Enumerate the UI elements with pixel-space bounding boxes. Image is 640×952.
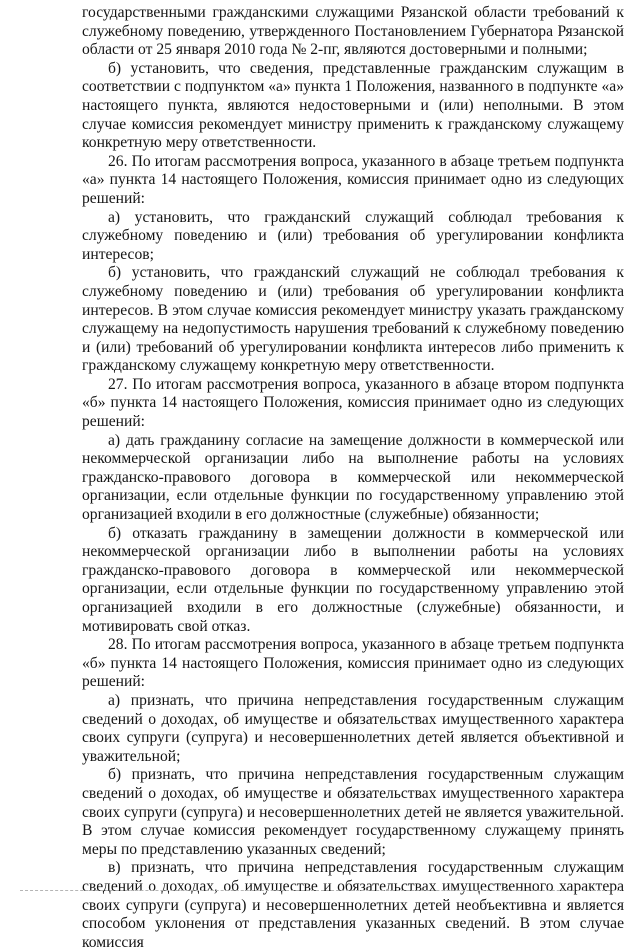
paragraph-26b: б) установить, что гражданский служащий не соблюдал требования к служебному поведению и (или) требования об урегулировании конфликта интересов. В этом случае комиссия рекомендует министру указать гражданскому служащему на недопустимость нарушения требований к служебному поведению и (или) требований об урегулировании конфликта интересов либо применить к гражданскому служащему конкретную меру ответственности.	[82, 264, 624, 375]
paragraph-25b: б) установить, что сведения, представленные гражданским служащим в соответствии с подпунктом «а» пункта 1 Положения, названного в подпункте «а» настоящего пункта, являются недостоверными и (или) неполными. В этом случае комиссия рекомендует министру применить к гражданскому служащему конкретную меру ответственности.	[82, 59, 624, 152]
document-page	[82, 4, 624, 952]
scan-edge-divider	[20, 890, 620, 891]
paragraph-28b: б) признать, что причина непредставления государственным служащим сведений о доходах, об имуществе и обязательствах имущественного характера своих супруги (супруга) и несовершеннолетних детей не является уважительной. В этом случае комиссия рекомендует государственному служащему принять меры по представлению указанных сведений;	[82, 766, 624, 858]
paragraph-26a: а) установить, что гражданский служащий соблюдал требования к служебному поведению и (или) требования об урегулировании конфликта интересов;	[82, 208, 624, 263]
paragraph-28v: в) признать, что причина непредставления государственным служащим сведений о доходах, об имуществе и обязательствах имущественного характера своих супруги (супруга) и несовершеннолетних детей необъективна и является способом уклонения от представления указанных сведений. В этом случае комиссия	[82, 859, 624, 951]
paragraph-27a: а) дать гражданину согласие на замещение должности в коммерческой или некоммерческой организации либо на выполнение работы на условиях гражданско-правового договора в коммерческой или некоммерческой организации, если отдельные функции по государственному управлению этой организацией входили в его должностные (служебные) обязанности;	[82, 431, 624, 524]
paragraph-26: 26. По итогам рассмотрения вопроса, указанного в абзаце третьем подпункта «а» пункта 14 настоящего Положения, комиссия принимает одно из следующих решений:	[82, 152, 624, 207]
paragraph-27b: б) отказать гражданину в замещении должности в коммерческой или некоммерческой организации либо в выполнении работы на условиях гражданско-правового договора в коммерческой или некоммерческой организации, если отдельные функции по государственному управлению этой организацией входили в его должностные (служебные) обязанности, и мотивировать свой отказ.	[82, 524, 624, 635]
paragraph-continuation: государственными гражданскими служащими Рязанской области требований к служебному поведению, утвержденного Постановлением Губернатора Рязанской области от 25 января 2010 года № 2-пг, являются достоверными и полными;	[82, 4, 624, 59]
paragraph-27: 27. По итогам рассмотрения вопроса, указанного в абзаце втором подпункта «б» пункта 14 настоящего Положения, комиссия принимает одно из следующих решений:	[82, 375, 624, 431]
paragraph-28a: а) признать, что причина непредставления государственным служащим сведений о доходах, об имуществе и обязательствах имущественного характера своих супруги (супруга) и несовершеннолетних детей является объективной и уважительной;	[82, 691, 624, 765]
paragraph-28: 28. По итогам рассмотрения вопроса, указанного в абзаце третьем подпункта «б» пункта 14 настоящего Положения, комиссия принимает одно из следующих решений:	[82, 636, 624, 691]
